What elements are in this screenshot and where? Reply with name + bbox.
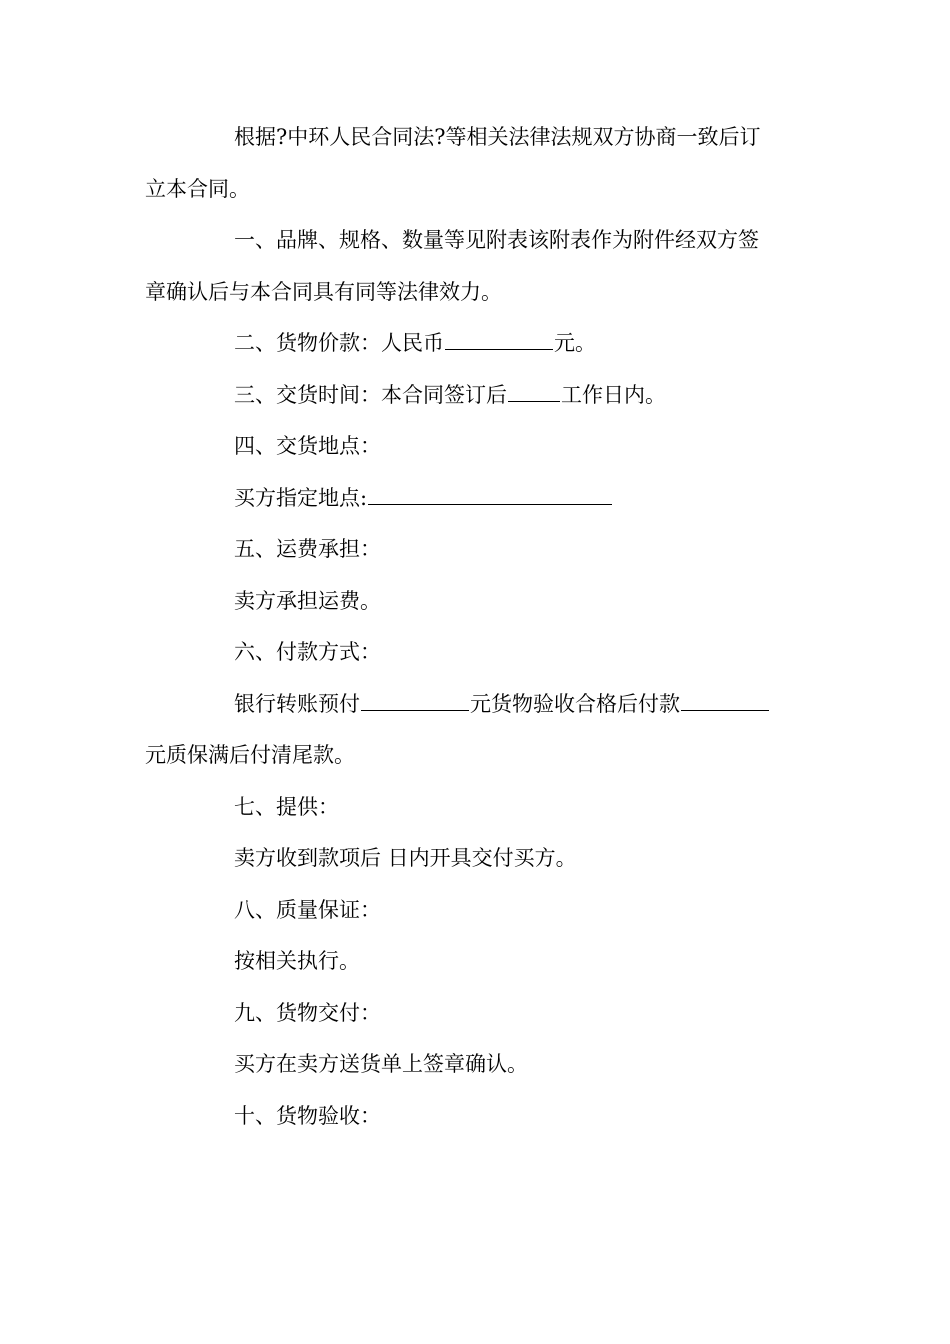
clause-6-line-2-text: 元质保满后付清尾款。: [145, 743, 355, 767]
clause-5-body: [145, 578, 793, 630]
contract-body: [145, 114, 793, 1144]
clause-1-text-2: 章确认后与本合同具有同等法律效力。: [145, 279, 502, 304]
clause-3-suffix: 工作日内。: [561, 382, 666, 407]
clause-1-line-1: [145, 217, 793, 269]
clause-9-heading-text: 九、货物交付：: [234, 1000, 381, 1025]
days-blank: [508, 379, 560, 402]
clause-4-heading-text: 四、交货地点：: [234, 434, 381, 458]
clause-9-body: [145, 1041, 793, 1093]
clause-6-heading-text: 六、付款方式：: [234, 640, 381, 664]
clause-1-line-2: [145, 269, 793, 321]
clause-8-body-text: 按相关执行。: [234, 949, 360, 973]
clause-4-body-text: 买方指定地点:: [234, 485, 368, 510]
price-blank: [445, 327, 553, 350]
clause-8-body: [145, 938, 793, 990]
clause-6-heading: [145, 629, 793, 681]
clause-2-suffix: 元。: [554, 331, 596, 355]
clause-6-part-2: 元货物验收合格后付款: [470, 691, 680, 716]
clause-5-heading: [145, 526, 793, 578]
clause-6-body-line-1: [145, 681, 793, 733]
clause-9-body-text: 买方在卖方送货单上签章确认。: [234, 1052, 528, 1076]
place-blank: [368, 482, 612, 505]
clause-5-heading-text: 五、运费承担：: [234, 537, 381, 561]
clause-9-heading: [145, 990, 793, 1042]
clause-7-body: [145, 835, 793, 887]
clause-2-price: [145, 320, 793, 372]
clause-1-text-1: 一、品牌、规格、数量等见附表该附表作为附件经双方签: [234, 228, 759, 252]
intro-text-2: 立本合同。: [145, 176, 250, 201]
prepay-blank: [361, 688, 469, 711]
clause-7-heading: [145, 784, 793, 836]
intro-paragraph-line-2: [145, 166, 793, 218]
clause-4-heading: [145, 423, 793, 475]
clause-3-prefix: 三、交货时间：本合同签订后: [234, 382, 507, 407]
clause-4-body: [145, 475, 793, 527]
clause-2-prefix: 二、货物价款：人民币: [234, 331, 444, 355]
clause-6-body-line-2: [145, 732, 793, 784]
clause-8-heading-text: 八、质量保证：: [234, 897, 381, 922]
clause-3-delivery-time: [145, 372, 793, 424]
clause-8-heading: [145, 887, 793, 939]
clause-10-heading: [145, 1093, 793, 1145]
clause-7-body-text: 卖方收到款项后 日内开具交付买方。: [234, 846, 577, 870]
clause-5-body-text: 卖方承担运费。: [234, 588, 381, 613]
intro-text-1: 根据?中环人民合同法?等相关法律法规双方协商一致后订: [234, 125, 761, 149]
intro-paragraph-line-1: [145, 114, 793, 166]
clause-10-heading-text: 十、货物验收：: [234, 1103, 381, 1128]
clause-7-heading-text: 七、提供：: [234, 794, 339, 819]
acceptance-payment-blank: [681, 688, 769, 711]
clause-6-part-1: 银行转账预付: [234, 691, 360, 716]
